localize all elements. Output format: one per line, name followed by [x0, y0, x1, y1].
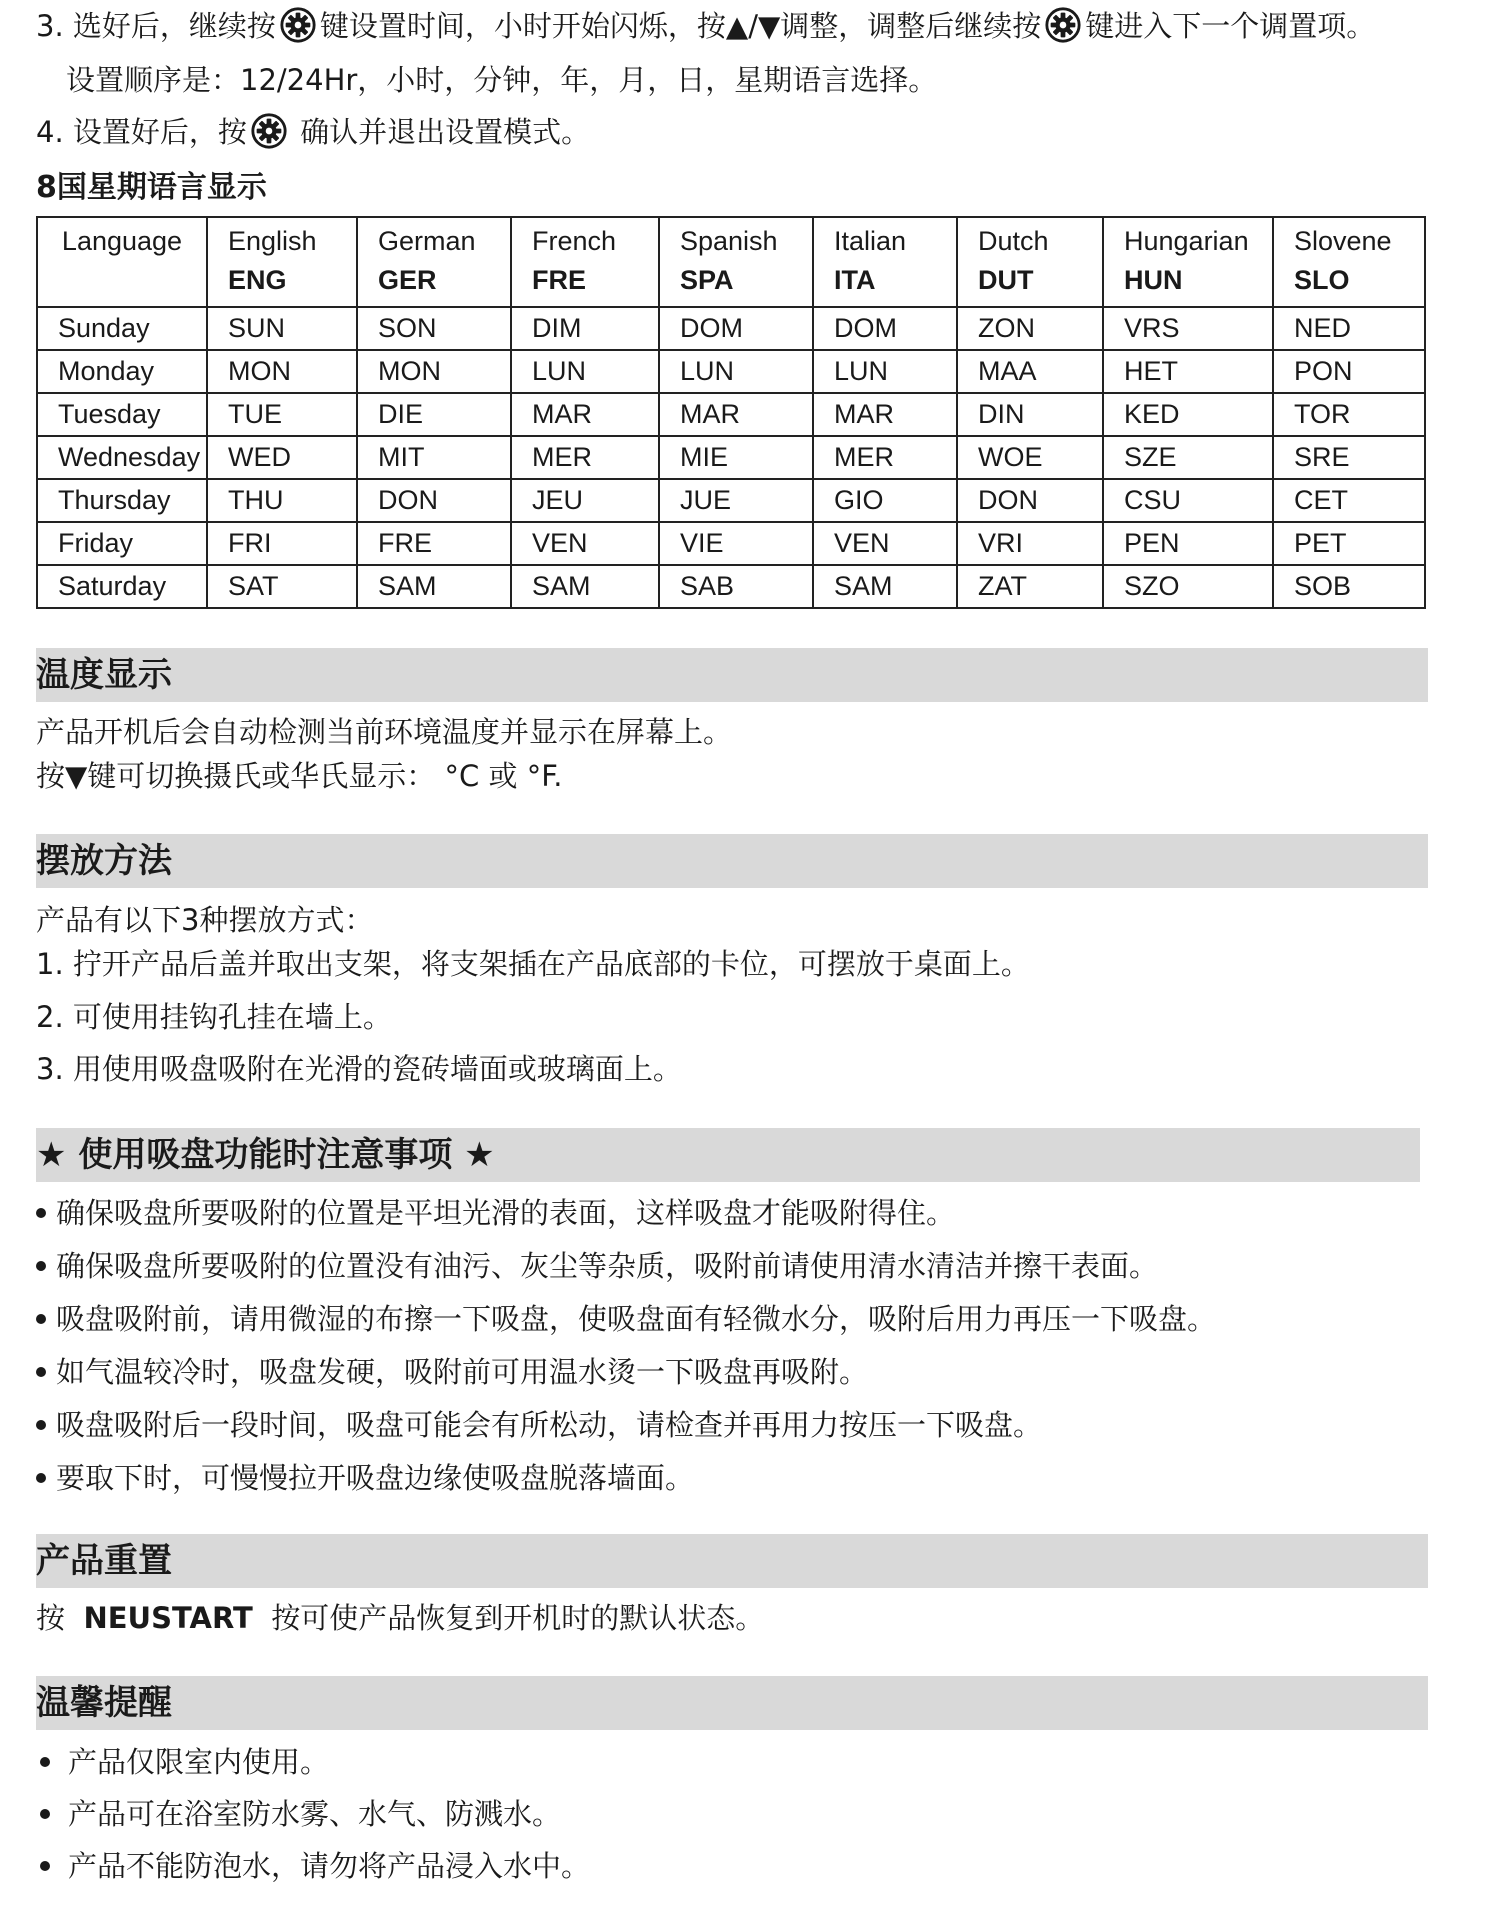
table-cell: VIE [659, 522, 813, 565]
step-number: 3. [36, 9, 64, 43]
table-cell-day: Tuesday [37, 393, 207, 436]
reminder-item: 产品可在浴室防水雾、水气、防溅水。 [40, 1794, 561, 1834]
table-header-lang: French FRE [511, 217, 659, 307]
table-row [37, 393, 1425, 436]
setup-order: 设置顺序是：12/24Hr，小时，分钟，年，月，日，星期语言选择。 [66, 63, 938, 97]
table-cell-day: Monday [37, 350, 207, 393]
step-text: 键进入下一个调置项。 [1085, 9, 1376, 43]
table-cell: ZAT [957, 565, 1103, 608]
table-cell: TOR [1273, 393, 1425, 436]
neustart-key: NEUSTART [83, 1601, 253, 1635]
temperature-text-2: 按▼键可切换摄氏或华氏显示： °C 或 °F. [36, 759, 563, 793]
reminder-item: 产品不能防泡水，请勿将产品浸入水中。 [40, 1846, 590, 1886]
section-bar-reminder [36, 1676, 1428, 1730]
reminder-item: 产品仅限室内使用。 [40, 1742, 329, 1782]
setup-step-3 [36, 6, 1375, 46]
table-cell: VRI [957, 522, 1103, 565]
table-cell: SZE [1103, 436, 1273, 479]
table-cell: MAA [957, 350, 1103, 393]
table-cell-day: Thursday [37, 479, 207, 522]
table-cell: NED [1273, 307, 1425, 350]
table-cell: KED [1103, 393, 1273, 436]
bullet-dot-icon [36, 1261, 46, 1271]
table-cell: DOM [813, 307, 957, 350]
table-header-lang: English ENG [207, 217, 357, 307]
reset-text: 按 NEUSTART 按可使产品恢复到开机时的默认状态。 [36, 1601, 765, 1635]
section-bar-reset [36, 1534, 1428, 1588]
table-cell: DIM [511, 307, 659, 350]
table-cell: LUN [511, 350, 659, 393]
table-cell: DON [357, 479, 511, 522]
table-cell: SAM [357, 565, 511, 608]
step-text: 设置好后，按 [72, 115, 247, 149]
table-cell: SAT [207, 565, 357, 608]
bullet-dot-icon [36, 1367, 46, 1377]
table-row [37, 479, 1425, 522]
suction-note: 确保吸盘所要吸附的位置是平坦光滑的表面，这样吸盘才能吸附得住。 [36, 1193, 955, 1233]
table-cell: JUE [659, 479, 813, 522]
placement-intro: 产品有以下3种摆放方式： [36, 903, 374, 937]
suction-note: 要取下时，可慢慢拉开吸盘边缘使吸盘脱落墙面。 [36, 1458, 694, 1498]
table-cell: FRE [357, 522, 511, 565]
table-cell: VEN [813, 522, 957, 565]
table-header-lang: German GER [357, 217, 511, 307]
table-cell: MER [511, 436, 659, 479]
language-table-title: 8国星期语言显示 [36, 170, 267, 205]
placement-item: 3. 用使用吸盘吸附在光滑的瓷砖墙面或玻璃面上。 [36, 1052, 682, 1086]
section-title-reset: 产品重置 [36, 1541, 172, 1581]
table-cell: SAM [813, 565, 957, 608]
bullet-dot-icon [36, 1420, 46, 1430]
placement-item: 1. 拧开产品后盖并取出支架，将支架插在产品底部的卡位，可摆放于桌面上。 [36, 947, 1030, 981]
table-header-lang: Dutch DUT [957, 217, 1103, 307]
table-cell: WOE [957, 436, 1103, 479]
gear-button-icon [279, 6, 317, 44]
table-cell: MAR [813, 393, 957, 436]
table-cell-day: Wednesday [37, 436, 207, 479]
table-cell: SON [357, 307, 511, 350]
bullet-dot-icon [36, 1208, 46, 1218]
table-cell-day: Saturday [37, 565, 207, 608]
placement-item: 2. 可使用挂钩孔挂在墙上。 [36, 1000, 392, 1034]
table-cell: PEN [1103, 522, 1273, 565]
table-cell: TUE [207, 393, 357, 436]
table-cell: LUN [813, 350, 957, 393]
suction-note: 吸盘吸附前，请用微湿的布擦一下吸盘，使吸盘面有轻微水分，吸附后用力再压一下吸盘。 [36, 1299, 1216, 1339]
table-cell: JEU [511, 479, 659, 522]
step-text: 键设置时间，小时开始闪烁，按▲/▼调整，调整后继续按 [319, 9, 1042, 43]
table-cell: SAB [659, 565, 813, 608]
step-text: 确认并退出设置模式。 [300, 115, 591, 149]
table-cell: WED [207, 436, 357, 479]
table-cell: MIT [357, 436, 511, 479]
section-title-temperature: 温度显示 [36, 655, 172, 695]
table-cell: PET [1273, 522, 1425, 565]
table-cell: SUN [207, 307, 357, 350]
table-header-language: Language [37, 217, 207, 307]
suction-note: 吸盘吸附后一段时间，吸盘可能会有所松动，请检查并再用力按压一下吸盘。 [36, 1405, 1042, 1445]
section-bar-temperature [36, 648, 1428, 702]
section-title-placement: 摆放方法 [36, 841, 172, 881]
table-header-lang: Spanish SPA [659, 217, 813, 307]
bullet-dot-icon [40, 1757, 50, 1767]
table-cell: VRS [1103, 307, 1273, 350]
table-cell: FRI [207, 522, 357, 565]
table-cell: SZO [1103, 565, 1273, 608]
table-cell: GIO [813, 479, 957, 522]
section-bar-placement [36, 834, 1428, 888]
bullet-dot-icon [40, 1809, 50, 1819]
suction-note: 确保吸盘所要吸附的位置没有油污、灰尘等杂质，吸附前请使用清水清洁并擦干表面。 [36, 1246, 1158, 1286]
bullet-dot-icon [40, 1861, 50, 1871]
section-title-reminder: 温馨提醒 [36, 1683, 172, 1723]
table-cell: CET [1273, 479, 1425, 522]
table-cell: THU [207, 479, 357, 522]
table-cell: MON [357, 350, 511, 393]
table-cell: DIE [357, 393, 511, 436]
table-header-lang: Slovene SLO [1273, 217, 1425, 307]
setup-step-4 [36, 112, 590, 152]
table-header-lang: Hungarian HUN [1103, 217, 1273, 307]
table-cell: MAR [511, 393, 659, 436]
section-title-suction: ★ 使用吸盘功能时注意事项 ★ [36, 1135, 495, 1175]
table-cell: MAR [659, 393, 813, 436]
table-row [37, 565, 1425, 608]
table-row [37, 436, 1425, 479]
table-cell: SAM [511, 565, 659, 608]
temperature-text-1: 产品开机后会自动检测当前环境温度并显示在屏幕上。 [36, 715, 733, 749]
table-cell: DIN [957, 393, 1103, 436]
bullet-dot-icon [36, 1473, 46, 1483]
table-cell: DOM [659, 307, 813, 350]
table-cell: LUN [659, 350, 813, 393]
table-cell: MON [207, 350, 357, 393]
bullet-dot-icon [36, 1314, 46, 1324]
table-cell: CSU [1103, 479, 1273, 522]
table-cell: SRE [1273, 436, 1425, 479]
step-number: 4. [36, 115, 64, 149]
table-cell-day: Sunday [37, 307, 207, 350]
table-cell: SOB [1273, 565, 1425, 608]
table-row [37, 522, 1425, 565]
table-cell: MER [813, 436, 957, 479]
suction-note: 如气温较冷时，吸盘发硬，吸附前可用温水烫一下吸盘再吸附。 [36, 1352, 868, 1392]
table-header-lang: Italian ITA [813, 217, 957, 307]
table-header-row [37, 217, 1425, 307]
table-cell: ZON [957, 307, 1103, 350]
table-cell: PON [1273, 350, 1425, 393]
step-text: 选好后，继续按 [72, 9, 276, 43]
table-row [37, 307, 1425, 350]
table-cell: DON [957, 479, 1103, 522]
table-cell: HET [1103, 350, 1273, 393]
weekday-language-table [36, 216, 1426, 609]
gear-button-icon [250, 112, 288, 150]
gear-button-icon [1044, 6, 1082, 44]
table-cell: MIE [659, 436, 813, 479]
table-cell: VEN [511, 522, 659, 565]
table-cell-day: Friday [37, 522, 207, 565]
table-row [37, 350, 1425, 393]
